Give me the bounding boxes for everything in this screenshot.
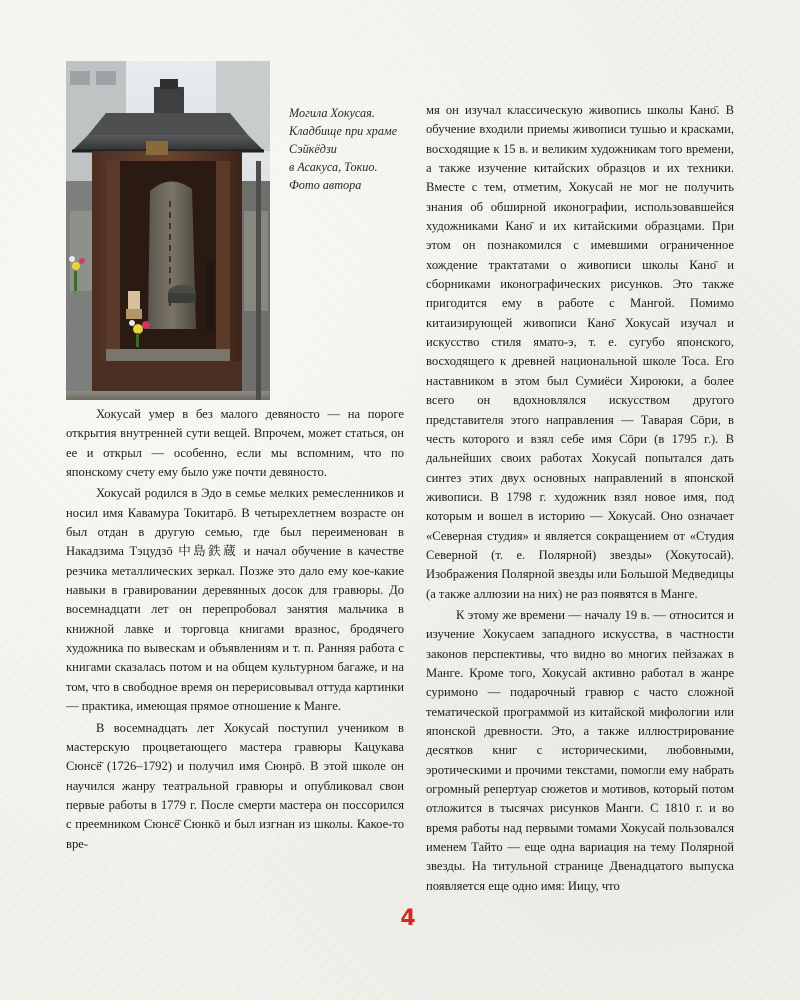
caption-line: Могила Хокусая.: [289, 106, 375, 120]
photo-caption: [289, 104, 409, 194]
caption-line: Кладбище при храме: [289, 124, 398, 138]
grave-photo: [66, 61, 270, 400]
page-number: 4: [400, 906, 416, 931]
caption-line: в Асакуса, Токио.: [289, 160, 378, 174]
paragraph: Хокусай умер в без малого девяносто — на пороге открытия внутренней сути вещей. Впрочем, может статься, он ее и открыл — особенно, если мы вспомним, что по японскому счету ему было уже почти девяносто.: [66, 407, 404, 480]
paragraph: В восемнадцать лет Хокусай поступил учеником в мастерскую процветающего мастера гравюры Кацукава Сюнсё̄ (1726–1792) и получил имя Сюнрō. В этой школе он научился жанру театральной гравюры и опубликовал свои первые работы в 1779 г. После смерти мастера он поссорился с преемником Сюнсё̄ Сюнкō и был изгнан из школы. Какое-то вре-: [66, 720, 404, 851]
paragraph: мя он изучал классическую живопись школы Кано̄. В обучение входили приемы живописи тушью и красками, восходящие к 15 в. и великим художникам того времени, а также изучение китайских образцов и их техники. Вместе с тем, отметим, Хокусай не мог не получить знания об обширной иконографии, использовавшейся художниками Кано̄ и их китайскими образцами. При этом он познакомился с имевшими ограниченное хождение трактатами о живописи школы Кано̄ и сборниками иконографических рисунков. Это также пригодится ему в работе с Мангой. Помимо китаизирующей живописи Кано̄ Хокусай изучал и искусство стиля ямато-э, т. е. сугубо японского, восходящего к древней национальной школе Тоса. Его наставником в этом был Сумиёси Хироюки, а более всего он вдохновлялся искусством другого представителя этого направления — Таварая Сōри, в честь которого и взял себе имя Сōри (в 1795 г.). В дальнейших своих работах Хокусай попытался дать синтез этих двух основных направлений в японской живописи. В 1798 г. художник взял новое имя, под которым и вошел в историю — Хокусай. Оно означает «Северная студия» и является сокращением от «Студия Северной (т. е. Полярной) звезды» (Хокутосай). Изображения Полярной звезды или Большой Медведицы (а также аллюзии на них) не раз появятся в Манге.: [426, 103, 734, 601]
right-column: [426, 101, 734, 896]
left-column: [66, 405, 404, 854]
paragraph: Хокусай родился в Эдо в семье мелких ремесленников и носил имя Кавамура Токитарō. В четырехлетнем возрасте он был отдан в другую семью, где был переименован в Накадзима Тэцудзō 中島鉄蔵 и начал обучение в качестве резчика металлических зеркал. Позже это дало ему кое-какие навыки в гравировании деревянных досок для гравюры. До восемнадцати лет он перепробовал занятия мальчика в книжной лавке и торговца книгами вразнос, бродячего художника по вывескам и объявлениям и т. п. Ранняя работа с книгами сказалась потом и на общем культурном багаже, и на том, что в свободное время он перерисовывал оттуда картинки — практика, имеющая прямое отношение к Манге.: [66, 486, 404, 714]
caption-line: Фото автора: [289, 178, 362, 192]
caption-line: Сэйкёдзи: [289, 142, 337, 156]
grave-photo-image: [66, 61, 270, 400]
paragraph: К этому же времени — началу 19 в. — относится и изучение Хокусаем западного искусства, в частности законов перспективы, что видно во многих пейзажах в Манге. Кроме того, Хокусай активно работал в жанре суримоно — подарочный гравюр с часто сложной тематической программой из китайской мифологии или японской древности. Это, а также иллюстрирование десятков книг с историческими, любовными, эротическими и прочими текстами, помогли ему набрать огромный репертуар сюжетов и мотивов, который потом отложится в тысячах рисунков Манги. С 1810 г. и во время работы над первыми томами Хокусай пользовался именем Тайто — еще одна вариация на тему Полярной звезды. На титульной странице Двенадцатого выпуска появляется еще одно имя: Иицу, что: [426, 607, 734, 893]
